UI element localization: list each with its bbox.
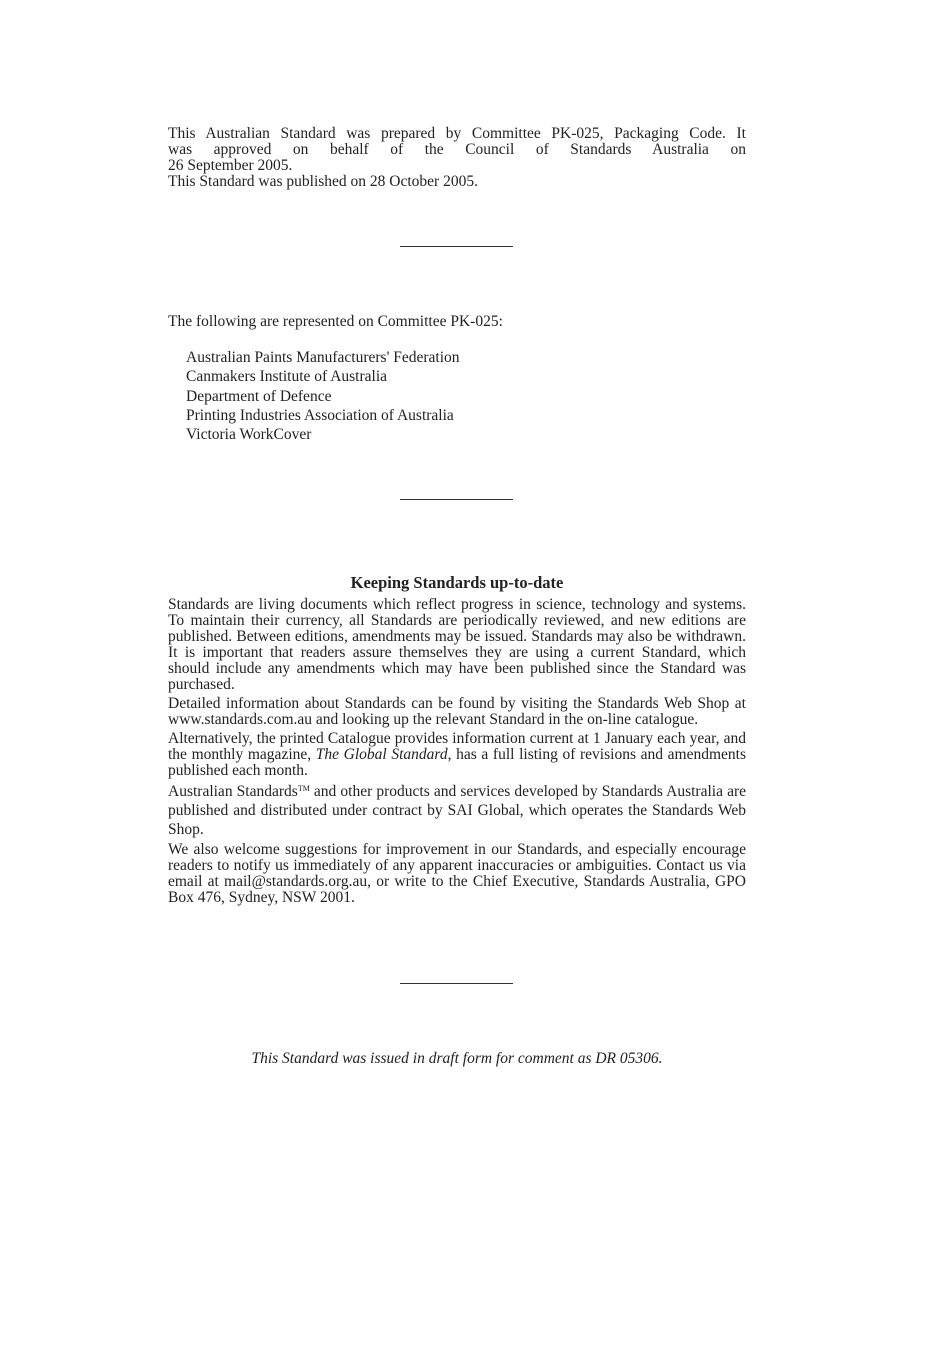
committee-member-list [186, 348, 460, 444]
keeping-paragraph-4 [168, 782, 746, 839]
approval-line-2: was approved on behalf of the Council of Standards Australia on [168, 141, 746, 158]
approval-line-1: This Australian Standard was prepared by Committee PK-025, Packaging Code. It [168, 125, 746, 142]
committee-member: Printing Industries Association of Australia [186, 406, 454, 424]
global-standard-title: The Global Standard [315, 746, 448, 763]
keeping-paragraph-3-text: Alternatively, the printed Catalogue provides information current at 1 January each year, and the monthly magazine, [168, 730, 746, 763]
keeping-paragraph-3 [168, 731, 746, 779]
committee-member: Canmakers Institute of Australia [186, 368, 388, 386]
committee-member: Australian Paints Manufacturers' Federation [186, 349, 460, 366]
keeping-paragraph-1: Standards are living documents which reflect progress in science, technology and systems. To maintain their currency, all Standards are periodically reviewed, and new editions are published. Between editions, amendments may be issued. Standards may also be withdrawn. It is important that readers assure themselves they are using a current Standard, which should include any amendments which may have been published since the Standard was purchased. [168, 596, 746, 693]
trademark-mark: TM [297, 784, 310, 793]
section-divider [400, 499, 513, 500]
committee-member: Department of Defence [186, 387, 332, 405]
keeping-paragraph-4-text: Australian Standards [168, 783, 298, 800]
keeping-paragraph-3-text-end: , has a full listing of revisions and amendments published each month. [168, 746, 746, 779]
draft-note: This Standard was issued in draft form for comment as DR 05306. [251, 1050, 663, 1067]
keeping-up-to-date-heading: Keeping Standards up-to-date [350, 573, 564, 592]
publication-date: This Standard was published on 28 October 2005. [168, 173, 478, 190]
section-divider [400, 246, 513, 247]
keeping-paragraph-4-text-end: and other products and services developed by Standards Australia are published and distributed under contract by SAI Global, which operates the Standards Web Shop. [168, 783, 746, 838]
committee-member: Victoria WorkCover [186, 426, 312, 444]
section-divider [400, 983, 513, 984]
keeping-up-to-date-body [168, 597, 746, 909]
approval-line-3: 26 September 2005. [168, 157, 293, 174]
keeping-paragraph-2: Detailed information about Standards can be found by visiting the Standards Web Shop at www.standards.com.au and looking up the relevant Standard in the on-line catalogue. [168, 695, 746, 728]
approval-statement [168, 126, 746, 174]
committee-heading: The following are represented on Committee PK-025: [168, 313, 503, 330]
keeping-paragraph-5: We also welcome suggestions for improvement in our Standards, and especially encourage readers to notify us immediately of any apparent inaccuracies or ambiguities. Contact us via email at mail@standards.org.au, or write to the Chief Executive, Standards Australia, GPO Box 476, Sydney, NSW 2001. [168, 841, 746, 906]
